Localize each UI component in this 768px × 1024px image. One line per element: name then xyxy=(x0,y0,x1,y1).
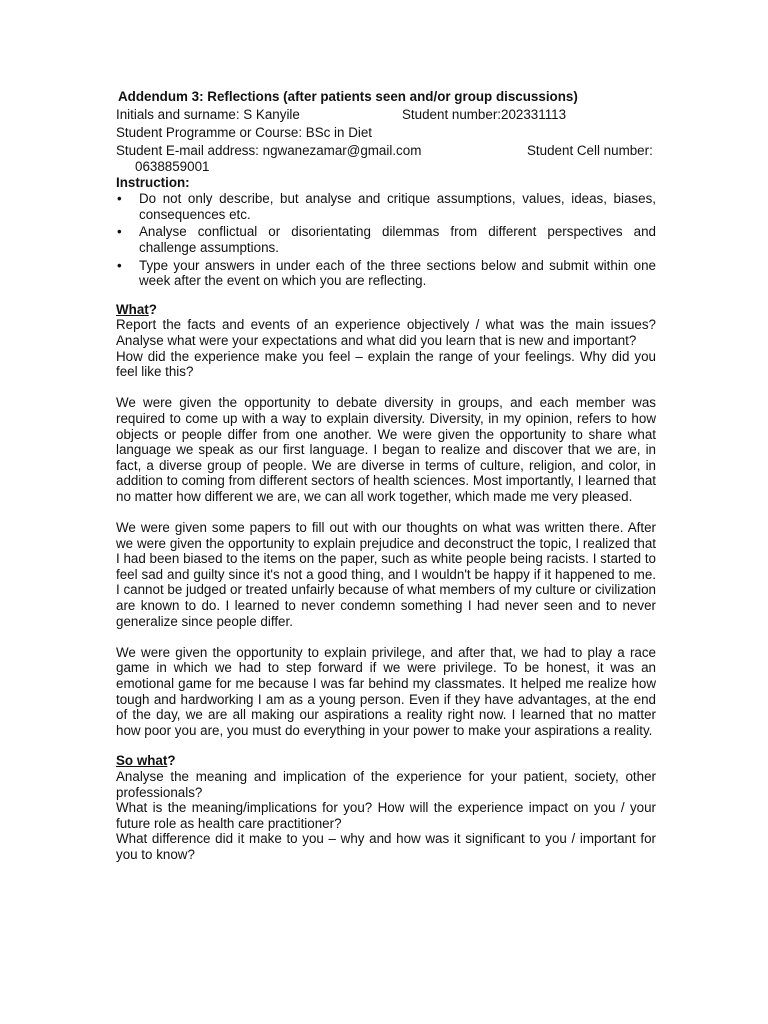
student-email: Student E-mail address: ngwanezamar@gmail.com xyxy=(116,142,422,158)
what-answer-paragraph: We were given the opportunity to explain privilege, and after that, we had to play a race game in which we had to step forward if we were privilege. To be honest, it was an emotional game for me because I was far behind my classmates. It helped me realize how tough and hardworking I am as a young person. Even if they have advantages, at the end of the day, we are all making our aspirations a reality right now. I learned that no matter how poor you are, you must do everything in your power to make your aspirations a reality. xyxy=(116,644,656,738)
so-what-heading-mark: ? xyxy=(167,753,176,769)
so-what-prompt: What difference did it make to you – why and how was it significant to you / important for you to know? xyxy=(116,831,656,862)
cell-number-value: 0638859001 xyxy=(135,158,210,174)
student-programme: Student Programme or Course: BSc in Diet xyxy=(116,124,373,140)
email-row xyxy=(116,143,656,159)
what-heading-text: What xyxy=(116,301,149,317)
instruction-list xyxy=(116,191,656,289)
what-prompt: Report the facts and events of an experience objectively / what was the main issues? Analyse what were your expectations and what did you learn that is new and important? xyxy=(116,317,656,348)
so-what-heading-text: So what xyxy=(116,753,168,769)
what-answer-paragraph: We were given the opportunity to debate diversity in groups, and each member was required to come up with a way to explain diversity. Diversity, in my opinion, refers to how objects or people differ from one another. We were given the opportunity to share what language we speak as our first language. I began to realize and discover that we are, in fact, a diverse group of people. We are diverse in terms of culture, religion, and color, in addition to coming from different sectors of health sciences. Most importantly, I learned that no matter how different we are, we can all work together, which made me very pleased. xyxy=(116,395,656,504)
what-heading-mark: ? xyxy=(148,301,157,317)
what-answer-paragraph: We were given some papers to fill out with our thoughts on what was written there. After we were given the opportunity to explain prejudice and deconstruct the topic, I realized that I had been biased to the items on the paper, such as white people being racists. I started to feel sad and guilty since it's not a good thing, and I wouldn't be happy if it happened to me. I cannot be judged or treated unfairly because of what members of my culture or civilization are known to do. I learned to never condemn something I had never seen and to never generalize since people differ. xyxy=(116,520,656,629)
programme-row xyxy=(116,125,656,143)
instruction-item: • Do not only describe, but analyse and critique assumptions, values, ideas, biases, consequences etc. xyxy=(116,191,656,222)
initials-row xyxy=(116,107,656,125)
document-page xyxy=(116,89,656,863)
cell-number-label: Student Cell number: xyxy=(527,142,653,158)
page-title: Addendum 3: Reflections (after patients seen and/or group discussions) xyxy=(118,89,578,104)
instruction-label: Instruction: xyxy=(116,174,190,190)
what-prompt: How did the experience make you feel – explain the range of your feelings. Why did you feel like this? xyxy=(116,348,656,380)
so-what-prompt: Analyse the meaning and implication of the experience for your patient, society, other professionals? xyxy=(116,768,656,800)
instruction-item: • Type your answers in under each of the three sections below and submit within one week after the event on which you are reflecting. xyxy=(116,258,656,289)
what-heading xyxy=(116,302,656,318)
initials-and-surname: Initials and surname: S Kanyile xyxy=(116,106,300,122)
so-what-prompt: What is the meaning/implications for you? How will the experience impact on you / your future role as health care practitioner? xyxy=(116,800,656,831)
so-what-heading xyxy=(116,753,656,769)
instruction-item: • Analyse conflictual or disorientating dilemmas from different perspectives and challenge assumptions. xyxy=(116,224,656,255)
student-number: Student number:202331113 xyxy=(402,106,567,122)
